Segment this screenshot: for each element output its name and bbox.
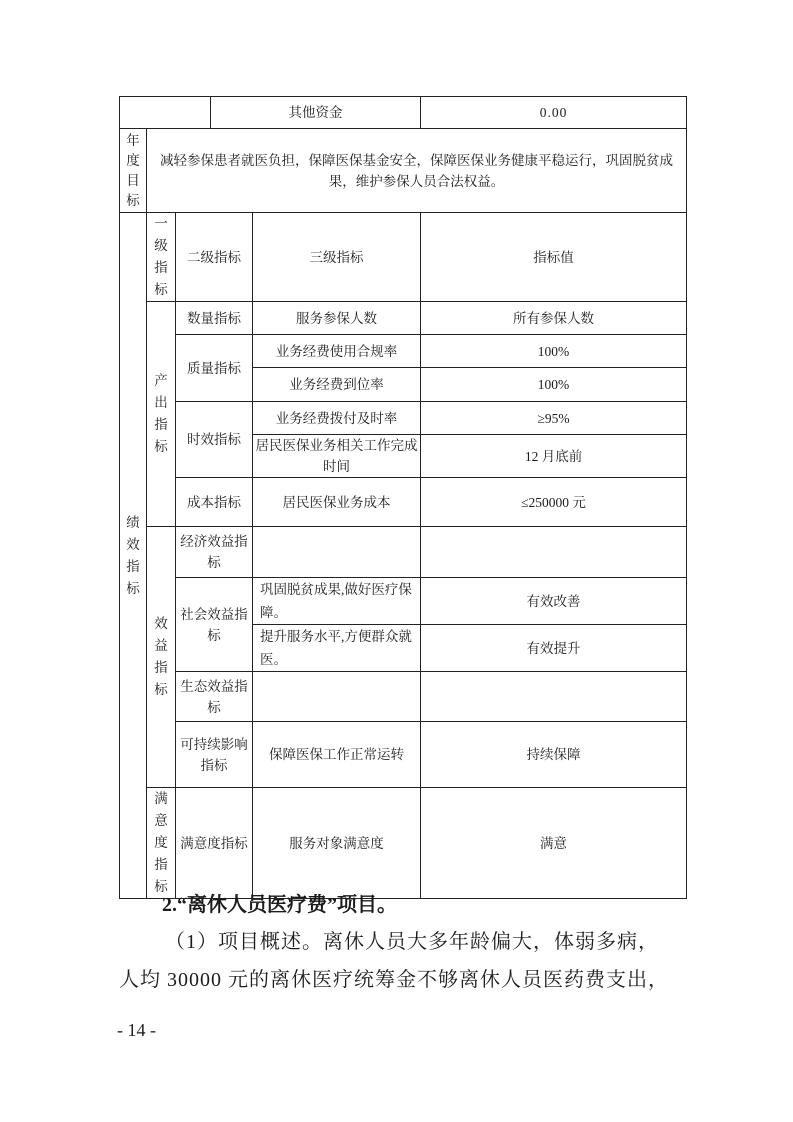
output-label: 产出指标 [154,373,168,454]
empty-cell [421,527,687,578]
table-row [120,402,687,435]
performance-label-cell [120,213,147,899]
table-row [120,722,687,788]
header-level1-cell [147,213,176,302]
section-heading: 2.“离休人员医疗费”项目。 [162,894,397,916]
header-value: 指标值 [421,213,687,302]
metric-name: 业务经费到位率 [253,368,421,402]
annual-goal-row [120,129,687,213]
satisfaction-label: 满意度指标 [154,791,168,894]
metric-value: 所有参保人数 [421,302,687,335]
metric-value: 100% [421,368,687,402]
satisfaction-sub-label: 满意度指标 [176,788,253,899]
metric-name: 业务经费拨付及时率 [253,402,421,435]
metric-name: 服务参保人数 [253,302,421,335]
social-label: 社会效益指标 [176,578,253,672]
metric-value: 100% [421,335,687,368]
empty-cell [253,527,421,578]
table-row [120,672,687,722]
metric-value: 满意 [421,788,687,899]
metric-name: 居民医保业务成本 [253,478,421,527]
metric-value: 有效改善 [421,578,687,625]
header-level1: 一级指标 [154,216,168,297]
metric-value: 有效提升 [421,625,687,672]
benefit-label: 效益指标 [154,616,168,697]
empty-cell [421,672,687,722]
metric-value: ≥95% [421,402,687,435]
metric-name: 居民医保业务相关工作完成时间 [253,435,421,478]
annual-goal-text: 减轻参保患者就医负担，保障医保基金安全，保障医保业务健康平稳运行，巩固脱贫成果，维护参保人员合法权益。 [147,129,687,213]
funding-row [120,97,687,129]
table-row [120,335,687,368]
metric-name: 提升服务水平,方便群众就医。 [253,625,421,672]
economic-label: 经济效益指标 [176,527,253,578]
metric-name: 业务经费使用合规率 [253,335,421,368]
header-row [120,213,687,302]
blank-cell [120,97,211,129]
timeliness-label: 时效指标 [176,402,253,478]
performance-goal-table [119,96,687,899]
output-label-cell [147,302,176,527]
metric-name: 巩固脱贫成果,做好医疗保障。 [253,578,421,625]
table-row [120,302,687,335]
fund-amount: 0.00 [421,97,687,129]
table-row [120,478,687,527]
table-row [120,578,687,625]
sustainable-label: 可持续影响指标 [176,722,253,788]
metric-name: 保障医保工作正常运转 [253,722,421,788]
table-row [120,788,687,899]
body-paragraph: （1）项目概述。离休人员大多年龄偏大，体弱多病，人均 30000 元的离休医疗统筹金不够离休人员医药费支出， [119,931,669,991]
satisfaction-label-cell [147,788,176,899]
header-level3: 三级指标 [253,213,421,302]
performance-label: 绩效指标 [126,514,140,596]
cost-label: 成本指标 [176,478,253,527]
header-level2: 二级指标 [176,213,253,302]
annual-goal-label-cell [120,129,147,213]
ecological-label: 生态效益指标 [176,672,253,722]
metric-value: 持续保障 [421,722,687,788]
fund-source-label: 其他资金 [211,97,421,129]
annual-goal-label: 年度目标 [126,132,140,208]
metric-name: 服务对象满意度 [253,788,421,899]
metric-value: 12 月底前 [421,435,687,478]
table-row [120,527,687,578]
benefit-label-cell [147,527,176,788]
page-number: - 14 - [117,1020,156,1040]
quantity-label: 数量指标 [176,302,253,335]
metric-value: ≤250000 元 [421,478,687,527]
quality-label: 质量指标 [176,335,253,402]
empty-cell [253,672,421,722]
